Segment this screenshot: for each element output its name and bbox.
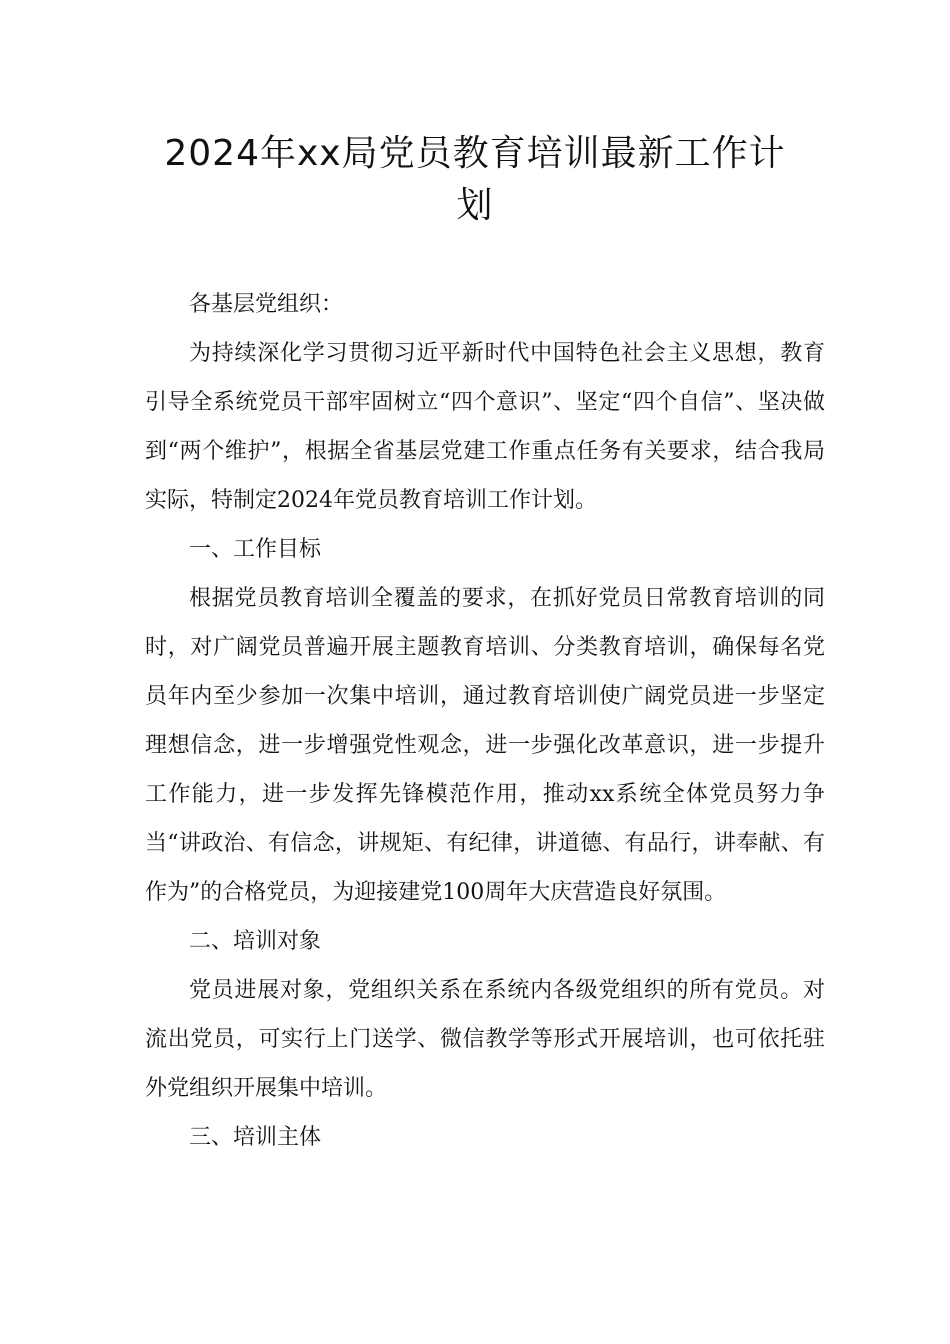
section-3-heading: 三、培训主体 bbox=[189, 1125, 322, 1150]
intro-paragraph: 为持续深化学习贯彻习近平新时代中国特色社会主义思想，教育引导全系统党员干部牢固树立“四个意识”、坚定“四个自信”、坚决做到“两个维护”，根据全省基层党建工作重点任务有关要求，结合我局实际，特制定2024年党员教育培训工作计划。 bbox=[145, 341, 825, 513]
section-2-heading: 二、培训对象 bbox=[189, 929, 322, 954]
title-line-1: 2024年xx局党员教育培训最新工作计 bbox=[164, 133, 786, 174]
salutation: 各基层党组织： bbox=[189, 292, 344, 317]
section-1-paragraph: 根据党员教育培训全覆盖的要求，在抓好党员日常教育培训的同时，对广阔党员普遍开展主题教育培训、分类教育培训，确保每名党员年内至少参加一次集中培训，通过教育培训使广阔党员进一步坚定理想信念，进一步增强党性观念，进一步强化改革意识，进一步提升工作能力，进一步发挥先锋模范作用，推动xx系统全体党员努力争当“讲政治、有信念，讲规矩、有纪律，讲道德、有品行，讲奉献、有作为”的合格党员，为迎接建党100周年大庆营造良好氛围。 bbox=[145, 586, 825, 905]
document-title bbox=[120, 128, 830, 232]
document-body bbox=[145, 280, 825, 1162]
title-line-2: 划 bbox=[456, 185, 494, 226]
section-2-paragraph: 党员进展对象，党组织关系在系统内各级党组织的所有党员。对流出党员，可实行上门送学、微信教学等形式开展培训，也可依托驻外党组织开展集中培训。 bbox=[145, 978, 825, 1101]
section-1-heading: 一、工作目标 bbox=[189, 537, 322, 562]
